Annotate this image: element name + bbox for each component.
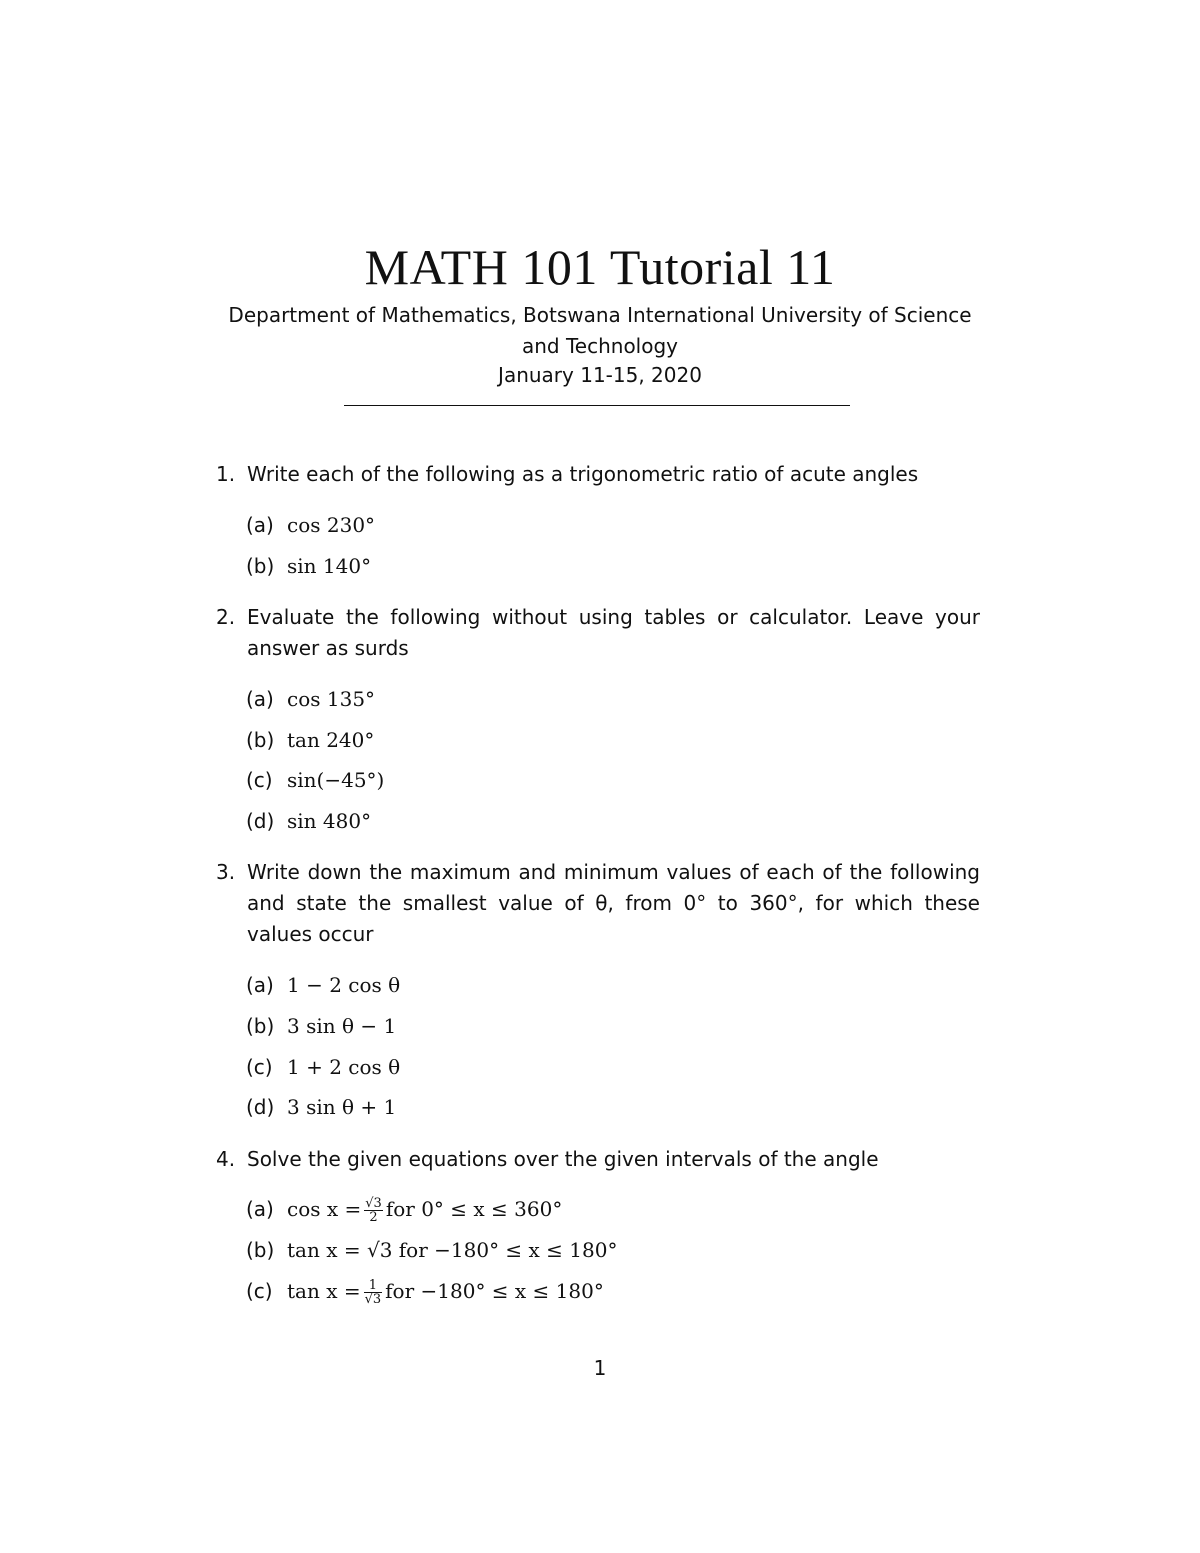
- part-label: (a): [246, 973, 274, 997]
- part-expression: 1 + 2 cos θ: [287, 1055, 401, 1079]
- question-text: Evaluate the following without using tables or calculator. Leave your answer as surds: [247, 605, 980, 660]
- question-4-part-a: [246, 1194, 562, 1225]
- equation-interval: for 0° ≤ x ≤ 360°: [385, 1197, 563, 1221]
- question-4-part-c: [246, 1276, 604, 1307]
- part-label: (b): [246, 1014, 275, 1038]
- document-date: January 11-15, 2020: [498, 363, 702, 387]
- question-3-part-a: [246, 970, 400, 1001]
- equation-interval: for −180° ≤ x ≤ 180°: [398, 1238, 618, 1262]
- fraction: [364, 1197, 383, 1224]
- affiliation-line-1: Department of Mathematics, Botswana International University of Science: [228, 303, 972, 327]
- equation-lhs: cos x =: [287, 1197, 362, 1221]
- question-4-part-b: [246, 1235, 617, 1266]
- question-3-part-d: [246, 1092, 396, 1123]
- affiliation-line-2: and Technology: [521, 334, 678, 358]
- part-label: (d): [246, 1095, 275, 1119]
- question-2-part-a: [246, 684, 375, 715]
- equation-lhs: tan x =: [287, 1279, 361, 1303]
- part-label: (b): [246, 554, 275, 578]
- fraction-denominator: 2: [369, 1210, 378, 1225]
- fraction-numerator: √3: [365, 1196, 382, 1211]
- question-3-part-c: [246, 1052, 400, 1083]
- part-expression: cos 230°: [287, 513, 376, 537]
- question-1: [216, 459, 980, 490]
- part-expression: cos 135°: [287, 687, 376, 711]
- part-expression: sin 480°: [287, 809, 372, 833]
- question-number: 2.: [216, 605, 236, 629]
- part-label: (c): [246, 1279, 273, 1303]
- question-3: [216, 857, 980, 950]
- part-label: (a): [246, 513, 274, 537]
- question-1-part-a: [246, 510, 375, 541]
- affiliation: [200, 300, 1000, 362]
- question-2-part-b: [246, 725, 374, 756]
- header-divider: [344, 405, 850, 406]
- question-text: Solve the given equations over the given intervals of the angle: [247, 1147, 879, 1171]
- question-4: [216, 1144, 980, 1175]
- question-number: 1.: [216, 462, 236, 486]
- question-number: 3.: [216, 860, 236, 884]
- fraction: [364, 1279, 383, 1306]
- fraction-denominator: √3: [364, 1292, 382, 1307]
- question-3-part-b: [246, 1011, 396, 1042]
- part-expression: 3 sin θ − 1: [287, 1014, 397, 1038]
- part-label: (a): [246, 1197, 274, 1221]
- equation-interval: for −180° ≤ x ≤ 180°: [385, 1279, 604, 1303]
- part-label: (b): [246, 1238, 275, 1262]
- part-expression: sin 140°: [287, 554, 372, 578]
- part-expression: sin(−45°): [287, 768, 385, 792]
- part-label: (d): [246, 809, 275, 833]
- part-label: (b): [246, 728, 275, 752]
- document-title: MATH 101 Tutorial 11: [364, 239, 836, 295]
- part-expression: 1 − 2 cos θ: [287, 973, 401, 997]
- part-expression: 3 sin θ + 1: [287, 1095, 397, 1119]
- question-2: [216, 602, 980, 664]
- question-2-part-c: [246, 765, 384, 796]
- page-number: 1: [593, 1356, 607, 1380]
- question-2-part-d: [246, 806, 371, 837]
- question-number: 4.: [216, 1147, 236, 1171]
- part-label: (a): [246, 687, 274, 711]
- part-label: (c): [246, 1055, 273, 1079]
- equation-lhs: tan x = √3: [287, 1238, 393, 1262]
- part-label: (c): [246, 768, 273, 792]
- fraction-numerator: 1: [364, 1279, 383, 1293]
- question-1-part-b: [246, 551, 371, 582]
- question-text: Write each of the following as a trigonometric ratio of acute angles: [247, 462, 919, 486]
- question-text: Write down the maximum and minimum values of each of the following and state the smallest value of θ, from 0° to 360°, for which these values occur: [247, 860, 980, 946]
- part-expression: tan 240°: [287, 728, 375, 752]
